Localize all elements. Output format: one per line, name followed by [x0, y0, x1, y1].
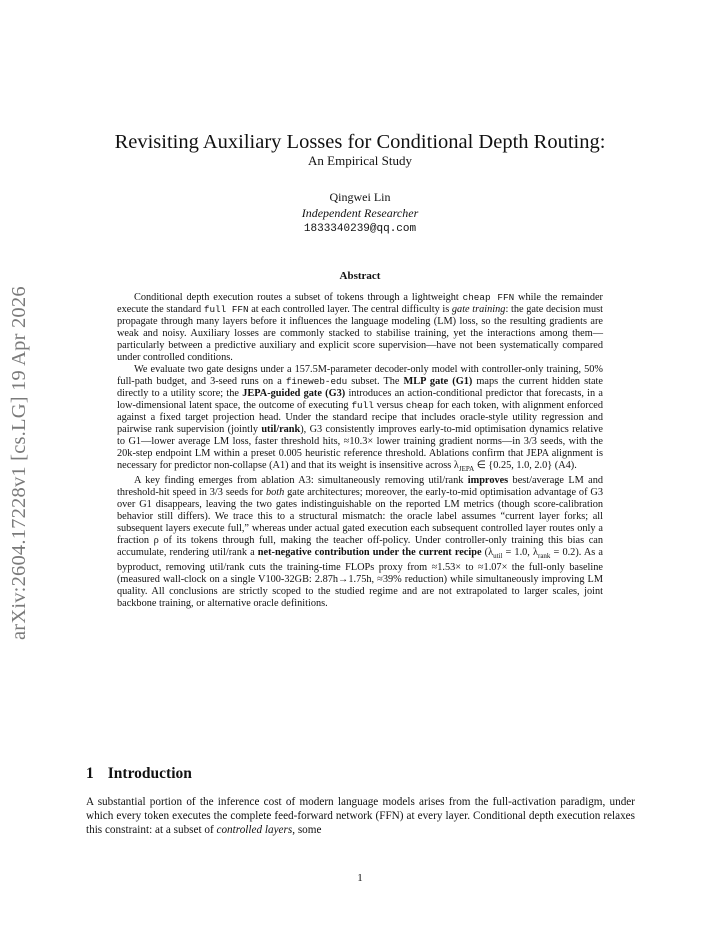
- abstract-body: [117, 292, 603, 610]
- text-run: A substantial portion of the inference cost of modern language models arises from the full-activation paradigm, under which every token executes the complete feed-forward network (FFN) at every layer. Conditional depth execution relaxes this constraint: at a subset of: [86, 796, 635, 836]
- subscript-util: util: [493, 552, 503, 561]
- bold-util-rank: util/rank: [261, 424, 301, 435]
- text-run: = 0.2). As a byproduct, removing util/rank cuts the training-time FLOPs proxy from ≈1.53× to ≈1.07× the full-only baseline (measured wall-clock on a single V100-32GB: 2.87h→1.75h, ≈39% reduction) while simultaneously improving LM quality. All conclusions are strictly scoped to the studied regime and are not extrapolated to larger scales, joint backbone training, or alternative oracle definitions.: [117, 547, 603, 610]
- text-run: for each token, with alignment enforced against a fixed target projection head. Under the standard recipe that includes oracle-style utility regression and pairwise rank supervision (jointly: [117, 400, 603, 435]
- abstract-heading: Abstract: [339, 270, 381, 282]
- text-run: , some: [292, 823, 322, 836]
- bold-jepa-gate: JEPA-guided gate (G3): [242, 388, 346, 399]
- introduction-paragraph: [86, 796, 635, 837]
- paper-subtitle: An Empirical Study: [308, 153, 412, 168]
- text-run: A key finding emerges from ablation A3: simultaneously removing util/rank: [134, 475, 468, 487]
- text-run: = 1.0, λ: [502, 547, 538, 559]
- bold-mlp-gate: MLP gate (G1): [403, 376, 473, 387]
- subscript-jepa: JEPA: [458, 465, 475, 474]
- text-run: ), G3 consistently improves early-to-mid optimisation dynamics relative to G1—lower average LM loss, faster threshold hits, ≈10.3× lower training gradient norms—in 3/3 seeds, with the 20k-step endpoint LM within a preset 0.005 heuristic reference threshold. Ablations confirm that JEPA alignment is necessary for predictor non-collapse (A1) and that its weight is insensitive across λ: [117, 424, 603, 471]
- author-affiliation: Independent Researcher: [301, 206, 419, 220]
- text-run: subset. The: [347, 376, 404, 387]
- code-dataset: fineweb-edu: [285, 376, 348, 387]
- emph-controlled-layers: controlled layers: [216, 823, 293, 836]
- emph-both: both: [265, 487, 285, 499]
- section-number: 1: [86, 765, 94, 782]
- text-run: best/average LM and threshold-hit speed in 3/3 seeds for: [117, 475, 603, 499]
- text-run: ∈ {0.25, 1.0, 2.0} (A4).: [474, 460, 577, 471]
- text-run: while the remainder execute the standard: [117, 292, 603, 315]
- author-email: 1833340239@qq.com: [303, 223, 417, 235]
- abstract-paragraph-1: [117, 292, 603, 364]
- text-run: (λ: [481, 547, 494, 559]
- code-full: full: [351, 400, 374, 411]
- paper-title: Revisiting Auxiliary Losses for Conditional Depth Routing:: [114, 131, 606, 153]
- bold-net-negative: net-negative contribution under the current recipe: [257, 547, 482, 559]
- code-cheap-ffn: cheap FFN: [462, 292, 515, 303]
- bold-improves: improves: [467, 475, 509, 487]
- code-cheap: cheap: [405, 400, 434, 411]
- text-run: maps the current hidden state directly to a utility score; the: [117, 376, 603, 399]
- abstract-paragraph-2: [117, 364, 603, 475]
- arxiv-side-stamp: arXiv:2604.17228v1 [cs.LG] 19 Apr 2026: [8, 286, 30, 640]
- text-run: Conditional depth execution routes a subset of tokens through a lightweight: [134, 292, 463, 303]
- section-heading-introduction: [86, 765, 192, 783]
- text-run: versus: [373, 400, 406, 411]
- text-run: at each controlled layer. The central difficulty is: [248, 304, 452, 315]
- emph-gate-training: gate training: [451, 304, 506, 315]
- text-run: introduces an action-conditional predictor that forecasts, in a low-dimensional latent space, the outcome of executing: [117, 388, 603, 411]
- text-run: : the gate decision must propagate through many layers before it influences the language modeling (LM) loss, so the resulting gradients are weak and noisy. Auxiliary losses are commonly stacked to stabilise training, yet the interactions among them—particularly between a predictive auxiliary and explicit score supervision—have not been systematically compared under controlled conditions.: [117, 304, 603, 363]
- code-full-ffn: full FFN: [203, 304, 249, 315]
- text-run: We evaluate two gate designs under a 157.5M-parameter decoder-only model with controller-only training, 50% full-path budget, and 3-seed runs on a: [117, 364, 603, 387]
- text-run: gate architectures; moreover, the early-to-mid optimisation advantage of G3 over G1 disappears, leaving the two gates indistinguishable on the reported LM metrics (though score-calibration behavior still differs). We trace this to a structural mismatch: the oracle label assumes “current layer forks; all subsequent layers execute full,” whereas under actual gated execution each subsequent controlled layer routes only a fraction ρ of its tokens through full, making the teacher off-policy. Under controller-only training this bias can accumulate, rendering util/rank a: [117, 487, 603, 559]
- abstract-paragraph-3: [117, 475, 603, 610]
- author-name: Qingwei Lin: [329, 190, 391, 204]
- page-number: 1: [357, 872, 363, 884]
- section-title: Introduction: [107, 765, 192, 782]
- subscript-rank: rank: [537, 552, 551, 561]
